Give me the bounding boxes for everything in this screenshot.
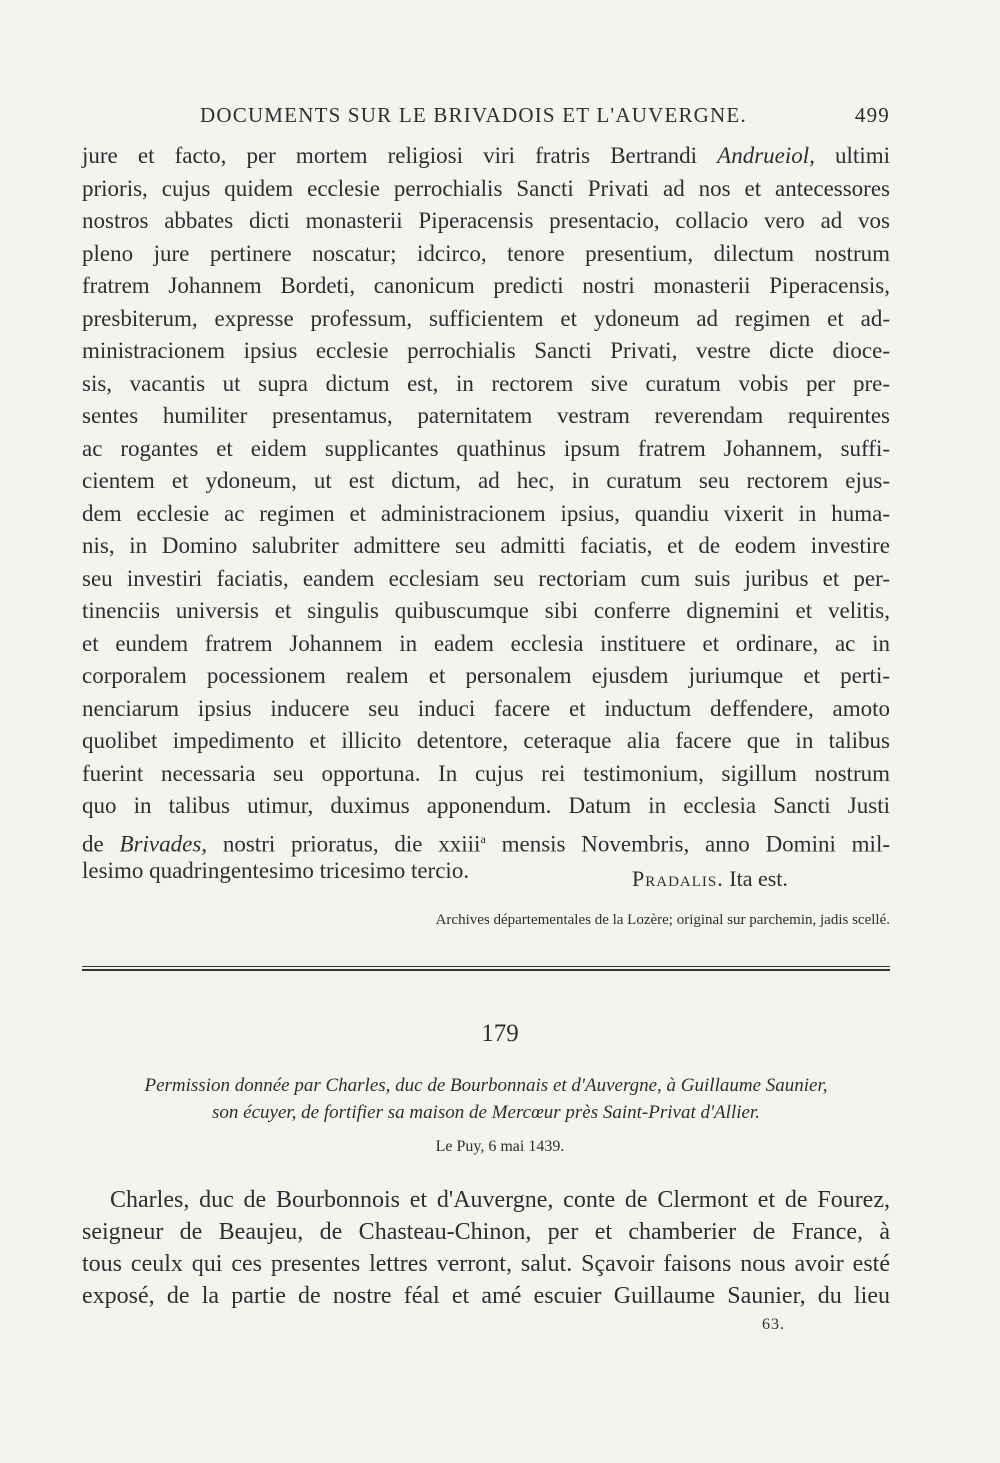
signature <box>632 866 788 892</box>
charter-text <box>82 140 890 888</box>
text-line: nis, in Domino salubriter admittere seu admitti faciatis, et de eodem investire <box>82 533 890 558</box>
italic-name: Andrueiol, <box>717 143 815 168</box>
document-number: 179 <box>481 1020 519 1047</box>
text-line: nenciarum ipsius inducere seu induci facere et inductum deffendere, amoto <box>82 695 890 721</box>
page-number: 499 <box>854 103 890 127</box>
text-line: quo in talibus utimur, duximus apponendum. Datum in ecclesia Sancti Justi <box>82 793 890 818</box>
caption-line: son écuyer, de fortifier sa maison de Mercœur près Saint-Privat d'Allier. <box>212 1102 760 1123</box>
signatory-name: Pradalis. <box>632 866 724 891</box>
italic-place: Brivades, <box>119 831 208 857</box>
text-line: sentes humiliter presentamus, paternitatem vestram reverendam requirentes <box>82 403 890 428</box>
text-line: fuerint necessaria seu opportuna. In cujus rei testimonium, sigillum nostrum <box>82 760 890 786</box>
text-line: seu investiri faciatis, eandem ecclesiam seu rectoriam cum suis juribus et per- <box>82 565 890 591</box>
divider-rule-thick <box>82 969 890 971</box>
text-line: pleno jure pertinere noscatur; idcirco, tenore presentium, dilectum nostrum <box>82 240 890 266</box>
superscript: a <box>480 831 486 846</box>
text-line: corporalem pocessionem realem et personalem ejusdem juriumque et perti- <box>82 663 890 688</box>
letter-text <box>82 1184 890 1312</box>
text-line: nostros abbates dicti monasterii Piperacensis presentacio, collacio vero ad vos <box>82 208 890 233</box>
text-line: quolibet impedimento et illicito detentore, ceteraque alia facere que in talibus <box>82 728 890 753</box>
text-line: exposé, de la partie de nostre féal et amé escuier Guillaume Saunier, du lieu <box>82 1283 890 1309</box>
text-line: tinenciis universis et singulis quibuscumque sibi conferre dignemini et velitis, <box>82 598 890 623</box>
text-line: jure et facto, per mortem religiosi viri fratris Bertrandi Andrueiol, ultimi <box>82 143 890 168</box>
caption-line: Permission donnée par Charles, duc de Bourbonnais et d'Auvergne, à Guillaume Saunier, <box>144 1075 828 1096</box>
text-line: sis, vacantis ut supra dictum est, in rectorem sive curatum vobis per pre- <box>82 370 890 396</box>
source-note: Archives départementales de la Lozère; original sur parchemin, jadis scellé. <box>435 912 890 928</box>
text-line: fratrem Johannem Bordeti, canonicum predicti nostri monasterii Piperacensis, <box>82 273 890 298</box>
dateline: Le Puy, 6 mai 1439. <box>435 1138 565 1155</box>
signature-mark: 63. <box>762 1316 785 1333</box>
text-line: tous ceulx qui ces presentes lettres verront, salut. Sçavoir faisons nous avoir esté <box>82 1251 890 1277</box>
divider-rule <box>82 966 890 967</box>
text-line: seigneur de Beaujeu, de Chasteau-Chinon, per et chamberier de France, à <box>82 1219 890 1245</box>
text-line: ministracionem ipsius ecclesie perrochialis Sancti Privati, vestre dicte dioce- <box>82 338 890 363</box>
running-title: DOCUMENTS SUR LE BRIVADOIS ET L'AUVERGNE. <box>200 103 747 127</box>
text-line: dem ecclesie ac regimen et administracionem ipsius, quandiu vixerit in huma- <box>82 500 890 526</box>
text-line: cientem et ydoneum, ut est dictum, ad hec, in curatum seu rectorem ejus- <box>82 468 890 493</box>
text-line: Charles, duc de Bourbonnois et d'Auvergne, conte de Clermont et de Fourez, <box>110 1187 890 1213</box>
signature-text: Ita est. <box>729 866 788 891</box>
text-line: presbiterum, expresse professum, sufficientem et ydoneum ad regimen et ad- <box>82 305 890 331</box>
text-line: lesimo quadringentesimo tricesimo tercio. <box>82 858 470 883</box>
document-caption <box>82 1072 890 1126</box>
text-line: et eundem fratrem Johannem in eadem ecclesia instituere et ordinare, ac in <box>82 630 890 656</box>
text-line: de Brivades, nostri prioratus, die xxiii$^a$ mensis Novembris, anno Domini mil- <box>82 831 890 857</box>
page-header <box>200 103 890 143</box>
text-line: ac rogantes et eidem supplicantes quathinus ipsum fratrem Johannem, suffi- <box>82 435 890 461</box>
text-line: prioris, cujus quidem ecclesie perrochialis Sancti Privati ad nos et antecessores <box>82 175 890 201</box>
